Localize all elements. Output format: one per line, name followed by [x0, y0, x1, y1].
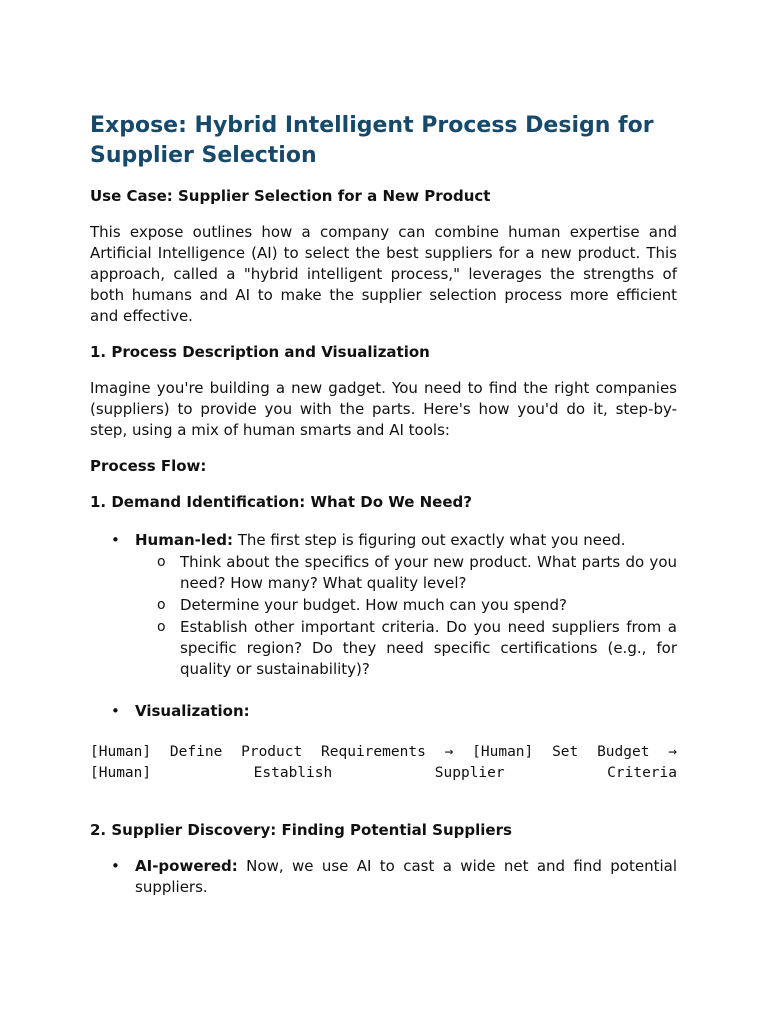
bullet-icon: •	[111, 857, 120, 875]
step2-bullet-list	[90, 856, 677, 898]
sub-bullet-icon: o	[157, 619, 166, 635]
bullet-icon: •	[111, 702, 120, 720]
bullet-text: The first step is figuring out exactly what you need.	[232, 531, 626, 549]
visualization-line: [Human] Establish Supplier Criteria	[90, 765, 677, 781]
sub-item-text: Determine your budget. How much can you spend?	[180, 596, 568, 614]
sub-list-item	[135, 595, 677, 616]
step1-bullet-human-led	[90, 530, 677, 680]
sub-bullet-icon: o	[157, 554, 166, 570]
bullet-icon: •	[111, 531, 120, 549]
step2-heading: 2. Supplier Discovery: Finding Potential Suppliers	[90, 821, 512, 839]
sub-item-text: Establish other important criteria. Do you need suppliers from a specific region? Do they need specific certifications (e.g., for quality or sustainability)?	[180, 618, 677, 678]
bullet-lead: AI-powered:	[135, 857, 238, 875]
step1-bullet-list	[90, 530, 677, 722]
section1-paragraph: Imagine you're building a new gadget. You need to find the right companies (suppliers) to provide you with the parts. Here's how you'd do it, step-by-step, using a mix of human smarts and AI tools:	[90, 379, 677, 439]
bullet-lead: Visualization:	[135, 702, 250, 720]
bullet-text: Now, we use AI to cast a wide net and find potential suppliers.	[135, 857, 677, 896]
step1-bullet-visualization	[90, 701, 677, 722]
sub-bullet-icon: o	[157, 597, 166, 613]
visualization-line: [Human] Define Product Requirements → [Human] Set Budget →	[90, 744, 677, 760]
process-visualization	[90, 742, 677, 784]
sub-item-text: Think about the specifics of your new product. What parts do you need? How many? What quality level?	[180, 553, 677, 592]
use-case-heading: Use Case: Supplier Selection for a New Product	[90, 187, 491, 205]
intro-paragraph: This expose outlines how a company can combine human expertise and Artificial Intelligence (AI) to select the best suppliers for a new product. This approach, called a "hybrid intelligent process," leverages the strengths of both humans and AI to make the supplier selection process more efficient and effective.	[90, 223, 677, 325]
step1-heading: 1. Demand Identification: What Do We Need?	[90, 493, 472, 511]
section1-heading: 1. Process Description and Visualization	[90, 343, 430, 361]
sub-list-item	[135, 552, 677, 594]
document-title: Expose: Hybrid Intelligent Process Design for Supplier Selection	[90, 113, 654, 168]
bullet-lead: Human-led:	[135, 531, 233, 549]
sub-list-item	[135, 617, 677, 680]
step2-bullet-ai-powered	[90, 856, 677, 898]
document-page	[90, 111, 677, 898]
process-flow-heading: Process Flow:	[90, 457, 207, 475]
step1-sub-list	[135, 552, 677, 680]
